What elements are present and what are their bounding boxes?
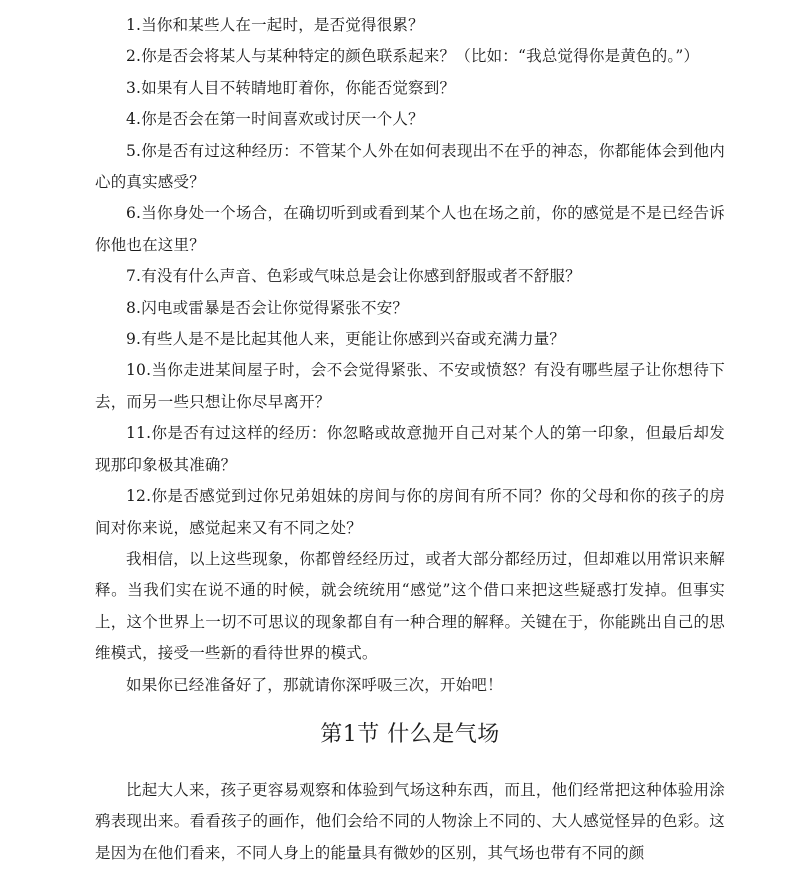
question-4: 4.你是否会在第一时间喜欢或讨厌一个人？: [126, 110, 424, 129]
question-5: 5.你是否有过这种经历：不管某个人外在如何表现出不在乎的神态，你都能体会到他内心的真实感受？: [95, 141, 725, 192]
question-9: 9.有些人是不是比起其他人来，更能让你感到兴奋或充满力量？: [126, 330, 566, 349]
conclusion-paragraph: 我相信，以上这些现象，你都曾经经历过，或者大部分都经历过，但却难以用常识来解释。当我们实在说不通的时候，就会统统用“感觉”这个借口来把这些疑惑打发掉。但事实上，这个世界上一切不可思议的现象都自有一种合理的解释。关键在于，你能跳出自己的思维模式，接受一些新的看待世界的模式。: [95, 549, 725, 663]
question-11: 11.你是否有过这样的经历：你忽略或故意抛开自己对某个人的第一印象，但最后却发现那印象极其准确？: [95, 424, 725, 474]
question-12: 12.你是否感觉到过你兄弟姐妹的房间与你的房间有所不同？你的父母和你的孩子的房间对你来说，感觉起来又有不同之处？: [95, 487, 725, 537]
question-1: 1.当你和某些人在一起时，是否觉得很累？: [126, 16, 424, 34]
question-8: 8.闪电或雷暴是否会让你觉得紧张不安？: [126, 298, 409, 317]
question-10: 10.当你走进某间屋子时，会不会觉得紧张、不安或愤怒？有没有哪些屋子让你想待下去，而另一些只想让你尽早离开？: [95, 361, 725, 411]
invitation-paragraph: 如果你已经准备好了，那就请你深呼吸三次，开始吧！: [126, 675, 503, 694]
question-7: 7.有没有什么声音、色彩或气味总是会让你感到舒服或者不舒服？: [126, 267, 581, 286]
question-6: 6.当你身处一个场合，在确切听到或看到某个人也在场之前，你的感觉是不是已经告诉你他也在这里？: [95, 204, 725, 254]
question-3: 3.如果有人目不转睛地盯着你，你能否觉察到？: [126, 78, 456, 97]
document-page: [95, 10, 725, 869]
section-opening-paragraph: 比起大人来，孩子更容易观察和体验到气场这种东西，而且，他们经常把这种体验用涂鸦表现出来。看看孩子的画作，他们会给不同的人物涂上不同的、大人感觉怪异的色彩。这是因为在他们看来，不同人身上的能量具有微妙的区别，其气场也带有不同的颜: [95, 780, 725, 862]
section-heading: 第1节 什么是气场: [320, 721, 500, 747]
question-2: 2.你是否会将某人与某种特定的颜色联系起来？（比如：“我总觉得你是黄色的。”）: [126, 47, 700, 66]
